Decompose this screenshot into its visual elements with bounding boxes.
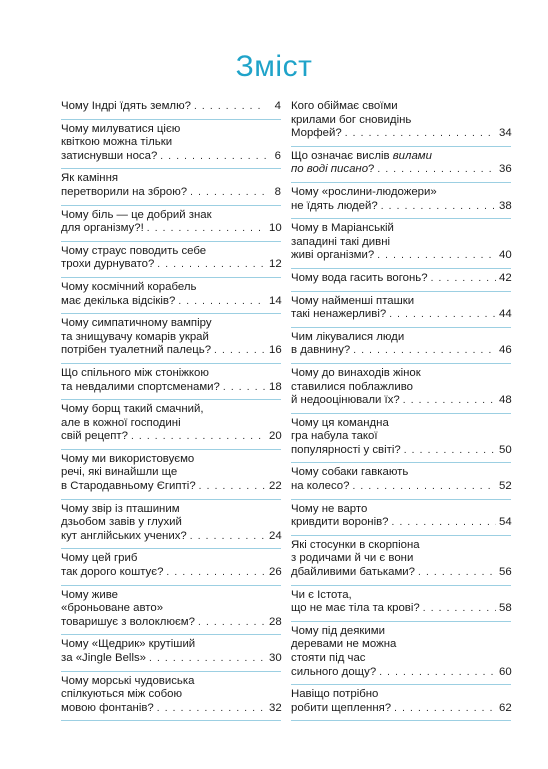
toc-entry-last-line — [291, 702, 511, 716]
toc-entry — [291, 414, 511, 464]
toc-entry-line: на колесо? — [291, 480, 350, 493]
toc-entry-line: та невдалими спортсменами? — [61, 380, 220, 393]
toc-entry-line: Чому «рослини-людожери» — [291, 185, 437, 198]
toc-page-number: 36 — [499, 163, 512, 176]
toc-entry-last-line — [61, 430, 281, 444]
toc-entry-line: Чому в Маріанській — [291, 222, 394, 235]
toc-entry-last-line — [61, 222, 281, 236]
toc-entry-line: сильного дощу? — [291, 665, 377, 678]
toc-page-number: 56 — [499, 566, 512, 579]
toc-entry-line: перетворили на зброю? — [61, 185, 188, 198]
toc-entry — [61, 672, 281, 722]
toc-entry — [61, 400, 281, 450]
toc-entry-line: Чому космічний корабель — [61, 280, 197, 293]
toc-entry — [291, 328, 511, 364]
toc-entry-last-line — [291, 516, 511, 530]
toc-entry-line: Чому Індрі їдять землю? — [61, 100, 191, 112]
toc-page-number: 60 — [499, 665, 512, 678]
toc-page-number: 38 — [499, 199, 512, 212]
toc-entry — [61, 586, 281, 636]
toc-entry-line: Чому вода гасить вогонь? — [291, 271, 428, 284]
toc-entry-line: Чому милуватися цією — [61, 122, 181, 135]
toc-entry-line: ставилися поблажливо — [291, 380, 413, 393]
toc-entry-line: в Стародавньому Єгипті? — [61, 480, 196, 493]
toc-entry — [291, 536, 511, 586]
toc-entry — [61, 120, 281, 170]
toc-entry-line: мовою фонтанів? — [61, 701, 154, 714]
toc-entry-line: Чому симпатичному вампіру — [61, 317, 212, 330]
toc-entry-line: такі ненажерливі? — [291, 308, 387, 321]
toc-entry-line: «броньоване авто» — [61, 602, 164, 615]
toc-entry-line: Чому ми використовуємо — [61, 452, 195, 465]
toc-entry-line: западині такі дивні — [291, 235, 391, 248]
toc-entry-line: стояти під час — [291, 652, 366, 664]
toc-entry-last-line — [291, 163, 511, 177]
dot-leader — [157, 258, 266, 272]
dot-leader — [194, 100, 266, 114]
toc-entry-line: Чому морські чудовиська — [61, 674, 195, 687]
toc-entry-line: Чому страус поводить себе — [61, 244, 207, 257]
dot-leader — [214, 344, 266, 358]
toc-entry-last-line — [61, 381, 281, 395]
toc-entry-line: має декілька відсіків? — [61, 294, 176, 307]
toc-entry-line: Навіщо потрібно — [291, 688, 379, 701]
toc-page-number: 40 — [499, 249, 512, 262]
dot-leader — [199, 480, 266, 494]
toc-entry — [61, 450, 281, 500]
toc-entry — [291, 219, 511, 269]
toc-entry-line: спілкуються між собою — [61, 688, 183, 701]
toc-entry — [61, 278, 281, 314]
toc-entry-last-line — [61, 258, 281, 272]
toc-entry-line: Чому під деякими — [291, 624, 385, 637]
toc-entry — [291, 269, 511, 292]
toc-entry-line: не їдять людей? — [291, 199, 378, 212]
toc-page-number: 42 — [499, 271, 512, 284]
toc-entry-last-line — [61, 702, 281, 716]
toc-column-right — [291, 98, 511, 721]
toc-page-number: 46 — [499, 344, 512, 357]
toc-entry-line: Чому цей гриб — [61, 552, 138, 565]
dot-leader — [377, 163, 496, 177]
toc-page-number: 26 — [269, 566, 282, 579]
toc-entry — [61, 635, 281, 671]
toc-entry-line: деревами не можна — [291, 638, 397, 651]
dot-leader — [381, 200, 496, 214]
toc-entry-line: Що спільного між стоніжкою — [61, 366, 209, 379]
toc-entry-last-line — [291, 480, 511, 494]
toc-entry-line: але в кожної господині — [61, 416, 181, 429]
toc-entry-last-line — [291, 127, 511, 141]
toc-entry-last-line — [291, 666, 511, 680]
toc-entry-line: Чому собаки гавкають — [291, 466, 409, 479]
toc-page-number: 30 — [269, 652, 282, 664]
toc-entry — [291, 500, 511, 536]
toc-entry-line: живі організми? — [291, 249, 375, 262]
toc-entry-last-line — [291, 272, 511, 286]
dot-leader — [345, 127, 496, 141]
dot-leader — [198, 616, 266, 630]
toc-entry-line: Чому звір із пташиним — [61, 502, 180, 515]
toc-entry-line: Чому борщ такий смачний, — [61, 403, 204, 416]
toc-entry-line: Чому до винаходів жінок — [291, 366, 421, 379]
dot-leader — [394, 702, 496, 716]
toc-page-number: 24 — [269, 529, 282, 542]
toc-entry-line: з родичами й чи є вони — [291, 552, 414, 565]
dot-leader — [353, 344, 496, 358]
toc-entry-line: речі, які винайшли ще — [61, 466, 178, 479]
toc-page-number: 12 — [269, 258, 282, 271]
toc-page-number: 48 — [499, 394, 512, 407]
toc-entry-last-line — [61, 186, 281, 200]
toc-page-number: 8 — [274, 185, 281, 198]
toc-entry — [291, 586, 511, 622]
toc-entry-line: Які стосунки в скорпіона — [291, 538, 420, 551]
toc-page-number: 22 — [269, 480, 282, 493]
toc-entry-line: свій рецепт? — [61, 430, 128, 443]
dot-leader — [403, 394, 496, 408]
toc-entry-line: Чому «Щедрик» крутіший — [61, 638, 196, 651]
toc-entry-line: кривдити воронів? — [291, 516, 389, 529]
toc-entry-last-line — [291, 308, 511, 322]
toc-entry-line: Чому біль — це добрий знак — [61, 208, 212, 221]
dot-leader — [157, 702, 266, 716]
toc-entry — [61, 500, 281, 550]
toc-entry-last-line — [61, 530, 281, 544]
toc-entry-last-line — [61, 480, 281, 494]
toc-page-number: 4 — [274, 100, 281, 112]
toc-page-number: 16 — [269, 344, 282, 357]
toc-entry-line: для організму?! — [61, 222, 144, 235]
toc-entry — [61, 314, 281, 364]
toc-entry-line: та знищувачу комарів украй — [61, 330, 209, 343]
toc-entry-line: в давнину? — [291, 344, 351, 357]
dot-leader — [418, 566, 496, 580]
toc-entry-last-line — [61, 566, 281, 580]
toc-entry-line: Чому ця командна — [291, 416, 389, 429]
toc-entry-last-line — [291, 602, 511, 616]
toc-entry-line: Як каміння — [61, 172, 119, 185]
toc-entry-last-line — [61, 295, 281, 309]
toc-page-number: 54 — [499, 516, 512, 529]
toc-entry-line: Чим лікувалися люди — [291, 330, 405, 343]
toc-entry — [291, 364, 511, 414]
toc-entry-last-line — [291, 200, 511, 214]
toc-entry-line: Кого обіймає своїми — [291, 100, 398, 112]
toc-page-number: 20 — [269, 430, 282, 443]
toc-entry — [291, 292, 511, 328]
toc-column-left — [61, 98, 281, 721]
dot-leader — [178, 295, 266, 309]
toc-entry — [291, 98, 511, 147]
dot-leader — [223, 381, 266, 395]
toc-entry — [61, 169, 281, 205]
toc-entry-line: що не має тіла та крові? — [291, 602, 420, 615]
dot-leader — [352, 480, 496, 494]
toc-entry-last-line — [61, 616, 281, 630]
dot-leader — [190, 186, 266, 200]
toc-entry-line: крилами бог сновидінь — [291, 113, 412, 126]
toc-page-number: 18 — [269, 380, 282, 393]
toc-entry-last-line — [61, 344, 281, 358]
toc-entry — [291, 685, 511, 721]
toc-entry-line: квіткою можна тільки — [61, 136, 173, 149]
toc-entry-last-line — [291, 566, 511, 580]
dot-leader — [431, 272, 496, 286]
toc-entry-last-line — [291, 444, 511, 458]
toc-page-number: 14 — [269, 294, 282, 307]
toc-entry-line: гра набула такої — [291, 430, 378, 443]
toc-entry-line: по воді писано? — [291, 163, 375, 176]
toc-page-number: 62 — [499, 701, 512, 714]
toc-entry — [291, 147, 511, 183]
toc-entry-line: й недооцінювали їх? — [291, 394, 400, 407]
toc-entry-line: робити щеплення? — [291, 701, 392, 714]
toc-page-number: 34 — [499, 127, 512, 140]
toc-entry-line: потрібен туалетний палець? — [61, 344, 212, 357]
toc-entry-last-line — [291, 344, 511, 358]
toc-page-number: 10 — [269, 222, 282, 235]
dot-leader — [131, 430, 266, 444]
dot-leader — [392, 516, 497, 530]
toc-entry-line: Морфей? — [291, 127, 342, 140]
toc-entry-last-line — [61, 150, 281, 164]
dot-leader — [160, 150, 266, 164]
toc-entry-line: Чи є Істота, — [291, 588, 352, 601]
toc-page-number: 6 — [274, 149, 281, 162]
dot-leader — [423, 602, 496, 616]
dot-leader — [377, 249, 496, 263]
dot-leader — [147, 222, 266, 236]
dot-leader — [190, 530, 266, 544]
page-title: Зміст — [235, 50, 313, 83]
dot-leader — [379, 666, 496, 680]
toc-page-number: 58 — [499, 602, 512, 615]
toc-entry — [61, 549, 281, 585]
toc-entry-last-line — [61, 100, 281, 114]
toc-entry — [61, 206, 281, 242]
toc-entry — [61, 98, 281, 120]
toc-entry — [61, 364, 281, 400]
toc-entry-line: популярності у світі? — [291, 443, 401, 456]
toc-entry-line: Чому живе — [61, 588, 118, 601]
toc-page-number: 50 — [499, 443, 512, 456]
toc-entry-last-line — [61, 652, 281, 666]
toc-entry-line: Що означає вислів вилами — [291, 149, 432, 162]
toc-entry-last-line — [291, 394, 511, 408]
toc-entry — [291, 622, 511, 685]
toc-entry-line: за «Jingle Bells» — [61, 652, 147, 664]
dot-leader — [404, 444, 496, 458]
dot-leader — [389, 308, 496, 322]
toc-page-number: 44 — [499, 308, 512, 321]
toc-entry-line: дзьобом завів у глухий — [61, 516, 182, 529]
toc-page-number: 52 — [499, 480, 512, 493]
toc-entry-line: затиснувши носа? — [61, 149, 158, 162]
toc-entry — [291, 463, 511, 499]
toc-entry-line: дбайливими батьками? — [291, 566, 415, 579]
toc-entry — [291, 183, 511, 219]
toc-entry-line: товаришує з волоклюєм? — [61, 615, 195, 628]
toc-entry-line: Чому не варто — [291, 502, 368, 515]
toc-entry — [61, 242, 281, 278]
toc-entry-line: трохи дурнувато? — [61, 258, 155, 271]
toc-entry-line: так дорого коштує? — [61, 566, 164, 579]
dot-leader — [166, 566, 266, 580]
toc-entry-line: Чому найменші пташки — [291, 294, 415, 307]
dot-leader — [149, 652, 266, 666]
toc-entry-line: кут англійських учених? — [61, 529, 187, 542]
toc-page-number: 28 — [269, 615, 282, 628]
toc-page-number: 32 — [269, 701, 282, 714]
toc-entry-last-line — [291, 249, 511, 263]
